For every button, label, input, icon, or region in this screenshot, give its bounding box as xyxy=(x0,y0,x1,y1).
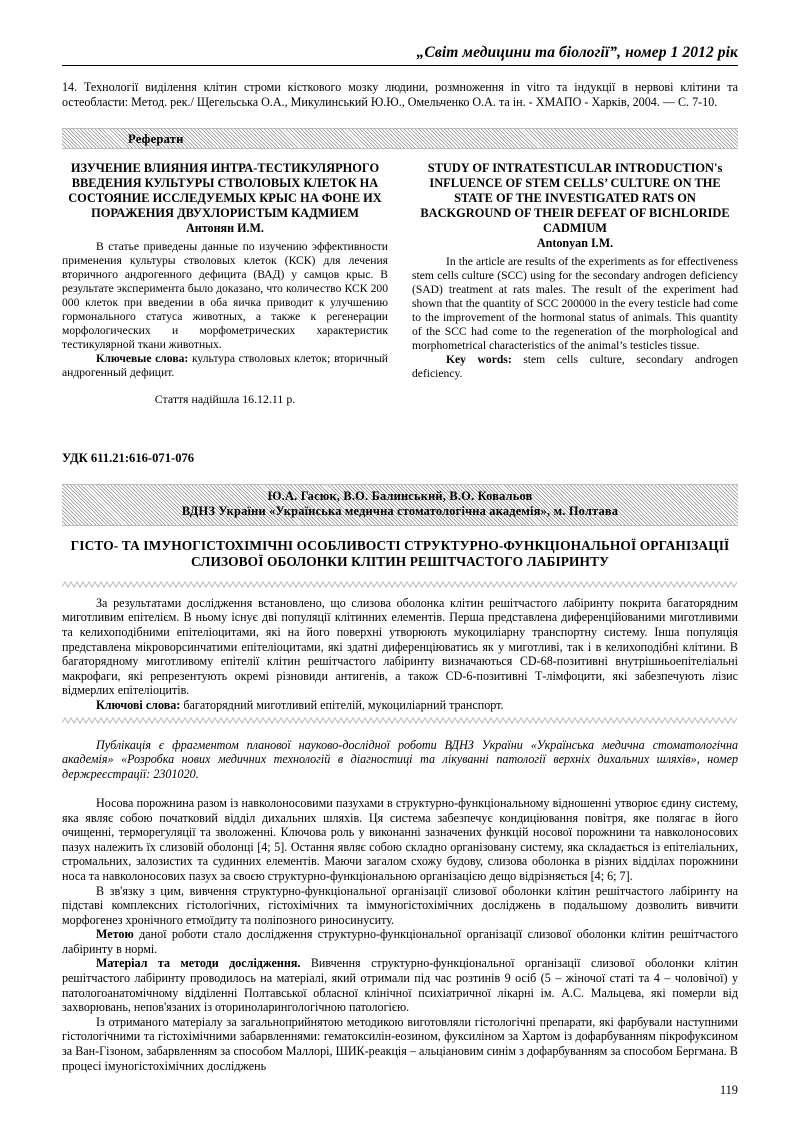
zigzag-divider-bottom xyxy=(62,717,738,724)
abstract-en-author: Antonyan I.M. xyxy=(536,236,614,251)
abstract-ru-keywords-text: культура стволовых клеток; вторичный андрогенный дефицит. xyxy=(62,352,389,380)
abstract-en-title: STUDY OF INTRATESTICULAR INTRODUCTION's INFLUENCE OF STEM CELLS’ CULTURE ON THE STATE OF THE INVESTIGATED RATS ON BACKGROUND OF THEIR DEFEAT OF BICHLORIDE CADMIUM xyxy=(420,161,730,236)
abstract-english xyxy=(412,161,738,406)
article-title: ГІСТО- ТА ІМУНОГІСТОХІМІЧНІ ОСОБЛИВОСТІ СТРУКТУРНО-ФУНКЦІОНАЛЬНОЇ ОРГАНІЗАЦІЇ СЛИЗОВОЇ ОБОЛОНКИ КЛІТИН РЕШІТЧАСТОГО ЛАБІРИНТУ xyxy=(70,537,730,570)
abstract-ru-keywords xyxy=(62,352,388,380)
zigzag-divider-top xyxy=(62,581,738,588)
article-authors: Ю.А. Гасюк, В.О. Балинський, В.О. Ковальов xyxy=(267,488,533,503)
udc-code: УДК 611.21:616-071-076 xyxy=(62,450,195,465)
methods-label: Матеріал та методи дослідження. xyxy=(96,956,301,971)
goal-text: даної роботи стало дослідження структурно-функціональної організації слизової оболонки клітин решітчастого лабіринту в нормі. xyxy=(62,927,738,956)
body-paragraph-3: Із отриманого матеріалу за загальноприйнятою методикою виготовляли гістологічні препарати, які фарбували наступними гістологічними та гістохімічними забарвленнями: гематоксилін-еозином, фуксиліном за Хартом із дофарбуванням пікрофуксином за Ван-Гізоном, забарвленням за способом Маллорі, ШИК-реакція – альціановим синім з дофарбуванням за способом Бергмана. В процесі імуногістохімічних досліджень xyxy=(62,1014,738,1073)
page-number: 119 xyxy=(719,1083,738,1097)
abstract-en-body: In the article are results of the experiments as for effectiveness stem cells culture (SCC) using for the secondary androgen deficiency (SAD) treatment at rats males. The result of the experiment had shown that the quantity of SCC 200000 in the every testicle had come to the improvement of the hormonal status of animals. This quantity of the SCC had come to the regeneration of the morphological and morphometrical characteristics of the animal’s testicles tissue. xyxy=(412,255,738,353)
article-affiliation: ВДНЗ України «Українська медична стоматологічна академія», м. Полтава xyxy=(181,504,619,519)
abstract-ru-body: В статье приведены данные по изучению эффективности применения культуры стволовых клеток (КСК) для лечения вторичного андрогенного дефицита (ВАД) у самцов крыс. В результате эксперимента было доказано, что количество КСК 200 000 клеток при введении в оба яичка приводит к улучшению гормонального статуса животных, а также к регенерации морфологических и морфометрических характеристик тестикулярной ткани животных. xyxy=(62,240,388,352)
goal-paragraph xyxy=(62,927,738,956)
abstracts-section-band xyxy=(62,128,738,149)
article-keywords-label: Ключові слова: xyxy=(96,697,181,712)
page-content xyxy=(62,80,738,1073)
body-paragraph-1: Носова порожнина разом із навколоносовими пазухами в структурно-функціональному відношенні утворює єдину систему, яка являє собою початковий відділ дихальних шляхів. Ця система забезпечує кондиціювання повітря, яке полягає в його очищенні, терморегуляції та зволоженні. Ключова роль у виконанні зазначених функцій носової порожнини та навколоносових пазух належить їх слизовій оболонці [4; 5]. Остання являє собою складно організовану систему, яка складається із епітеліальних, стромальних, залозистих та судинних елементів. Маючи загалом схожу будову, слизова оболонка в різних відділах порожнини носа та навколоносових пазух за своєю структурно-функціональною організацією дещо відрізняється [4; 6; 7]. xyxy=(62,795,738,883)
methods-text: Вивчення структурно-функціональної організації слизової оболонки клітин решітчастого лабіринту проводилось на матеріалі, який отримали під час розтинів 9 осіб (5 – жіночої статі та 4 – чоловічої) у патологоанатомічному відділенні Полтавської обласної клінічної психіатричної лікарні ім. А.С. Мальцева, які померли від захворювань, непов'язаних із оториноларингологічною патологією. xyxy=(62,956,739,1015)
methods-paragraph xyxy=(62,956,738,1014)
reference-item-14: 14. Технології виділення клітин строми кісткового мозку людини, розмноження in vitro та індукції в нервові клітини та остеобласти: Метод. рек./ Щегельська О.А., Микулинський Ю.Ю., Омельченко О.А. та ін. - ХМАПО - Харків, 2004. — С. 7-10. xyxy=(62,80,738,110)
abstract-ru-title: ИЗУЧЕНИЕ ВЛИЯНИЯ ИНТРА-ТЕСТИКУЛЯРНОГО ВВЕДЕНИЯ КУЛЬТУРЫ СТВОЛОВЫХ КЛЕТОК НА СОСТОЯНИЕ ИССЛЕДУЕМЫХ КРЫС НА ФОНЕ ИХ ПОРАЖЕНИЯ ДВУХЛОРИСТЫМ КАДМИЕМ xyxy=(68,161,382,221)
abstract-en-keywords xyxy=(412,353,738,381)
running-head-text: „Світ медицини та біології”, номер 1 2012 рік xyxy=(416,44,738,61)
abstract-ru-author: Антонян И.М. xyxy=(186,221,264,236)
abstract-en-keywords-label: Key words: xyxy=(446,353,512,367)
running-head-rule xyxy=(62,65,738,66)
abstract-received-date: Стаття надійшла 16.12.11 р. xyxy=(154,392,296,407)
article-keywords xyxy=(62,698,738,713)
abstracts-columns xyxy=(62,161,738,406)
article-authors-band xyxy=(62,484,738,526)
abstract-russian xyxy=(62,161,388,406)
article-abstract: За результатами дослідження встановлено, що слизова оболонка клітин решітчастого лабіринту покрита багаторядним миготливим епітелієм. В ньому існує дві популяції клітинних елементів. Перша представлена диференційованими миготливими та келихоподібними епітеліоцитами, які на його поверхні утворюють мукоциліарну транспортну систему. Інша популяція представлена мікроворсинчатими епітеліоцитами, які здатні диференціюватись як у миготливі, так і в келихоподібні клітини. В багаторядному миготливому епітелії клітин решітчастого лабіринту визначаються CD-68-позитивні внутрішньоепітеліальні макрофаги, які репрезентують окремі різновиди антигенів, а також CD-6-позитивні Т-лімфоцити, які забезпечують лізис відмерлих епітеліоцитів. xyxy=(62,595,738,698)
article-keywords-text: багаторядний миготливий епітелій, мукоциліарний транспорт. xyxy=(183,697,504,712)
body-paragraph-2: В зв'язку з цим, вивчення структурно-функціональної організації слизової оболонки клітин решітчастого лабіринту на підставі комплексних гістологічних, гістохімічних та іммуногістохімічних досліджень в подальшому дозволить вивчити морфогенез хронічного етмоїдиту та поліпозного риносинуситу. xyxy=(62,883,738,927)
abstract-ru-keywords-label: Ключевые слова: xyxy=(96,352,189,366)
abstract-en-keywords-text: stem cells culture, secondary androgen deficiency. xyxy=(412,353,738,381)
running-head xyxy=(62,44,738,66)
goal-label: Метою xyxy=(96,927,134,942)
funding-note: Публікація є фрагментом планової науково-дослідної роботи ВДНЗ України «Українська медична стоматологічна академія» «Розробка нових медичних технологій в діагностиці та лікуванні патології верхніх дихальних шляхів», номер держреєстрації: 2301020. xyxy=(62,737,738,782)
abstracts-section-label: Реферати xyxy=(128,132,184,147)
